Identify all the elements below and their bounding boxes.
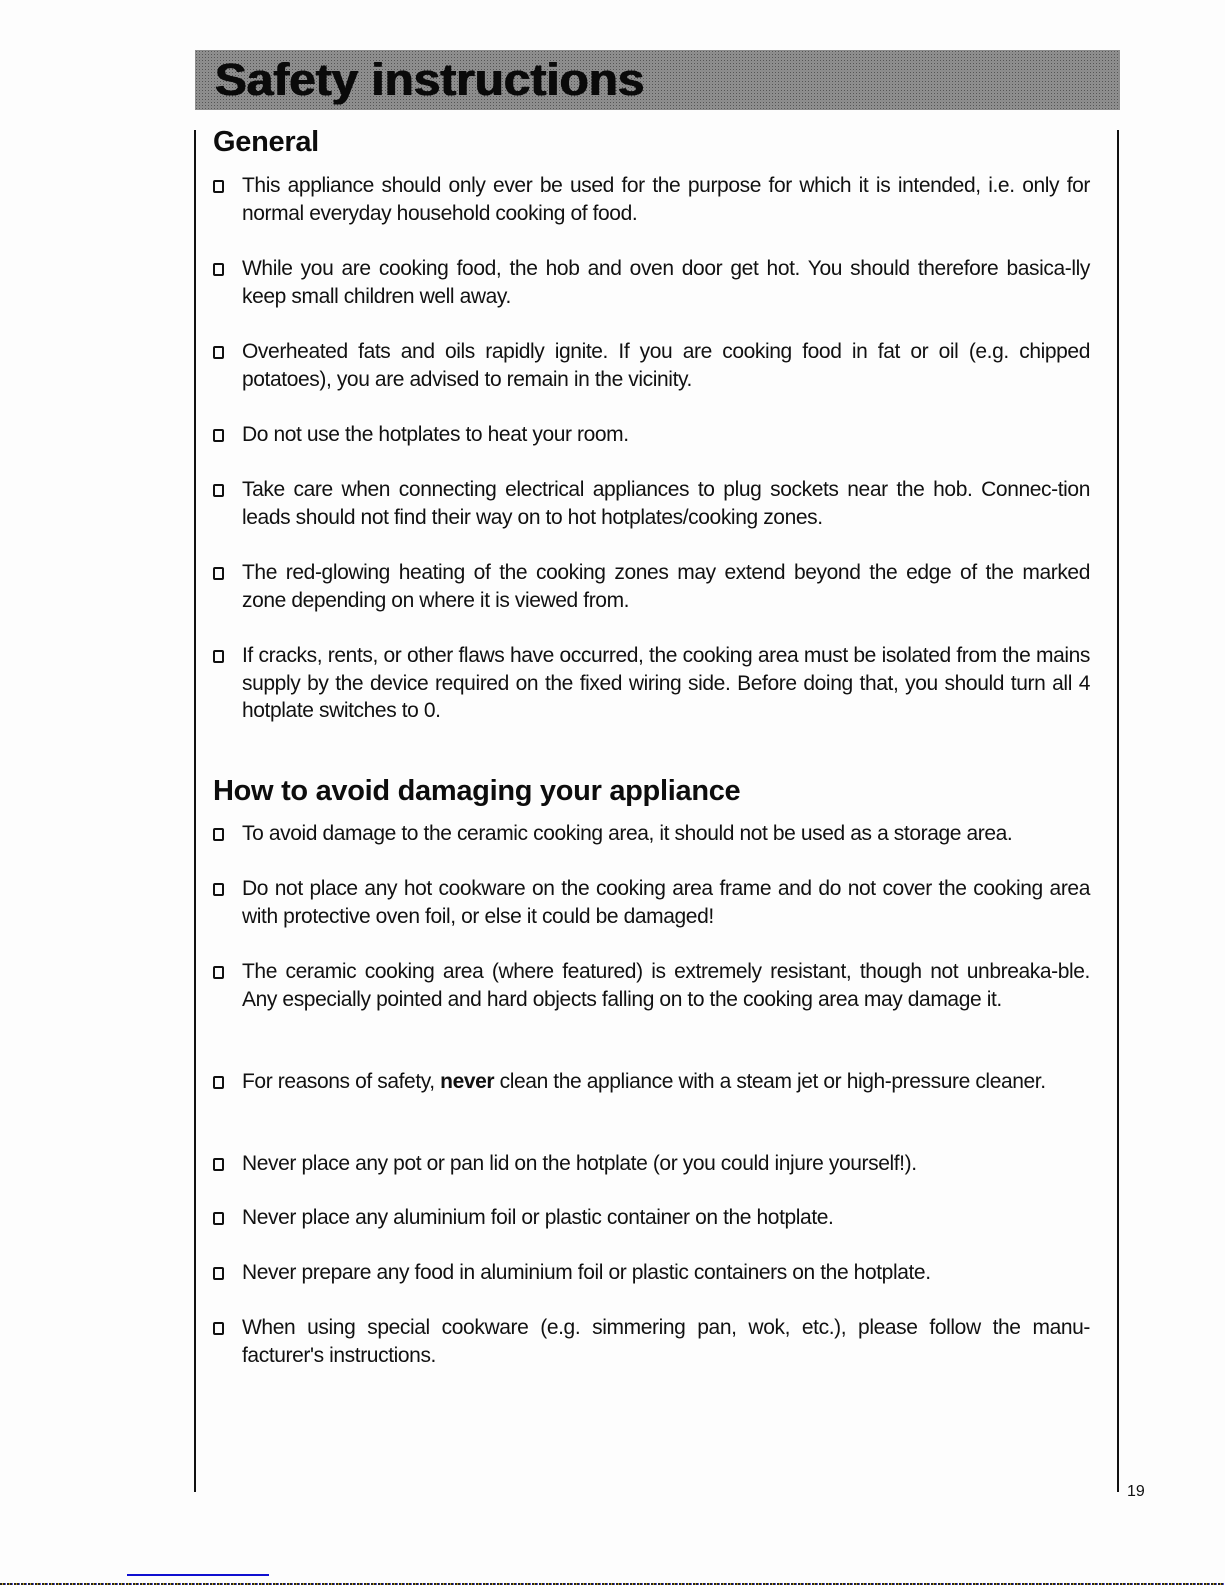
- page-number: 19: [1127, 1483, 1145, 1500]
- list-item: [213, 255, 1090, 310]
- checkbox-bullet-icon: [213, 1267, 224, 1280]
- checkbox-bullet-icon: [213, 180, 224, 193]
- list-item-text: Never place any pot or pan lid on the hotplate (or you could injure yourself!).: [242, 1152, 917, 1175]
- list-item: [213, 476, 1090, 531]
- list-item-text: Do not use the hotplates to heat your room.: [242, 423, 629, 446]
- checkbox-bullet-icon: [213, 263, 224, 276]
- list-item: [213, 421, 1090, 449]
- checkbox-bullet-icon: [213, 1212, 224, 1225]
- list-item-text: Never prepare any food in aluminium foil or plastic containers on the hotplate.: [242, 1261, 931, 1284]
- link-underline: [127, 1574, 269, 1576]
- list-item: [213, 559, 1090, 614]
- list-item-text: If cracks, rents, or other flaws have occurred, the cooking area must be isolated from the mains supply by the device required on the fixed wiring side. Before doing that, you should turn all 4 hotplate switches to 0.: [242, 644, 1090, 722]
- checkbox-bullet-icon: [213, 1322, 224, 1335]
- checkbox-bullet-icon: [213, 484, 224, 497]
- emphasis-never: never: [440, 1070, 495, 1093]
- list-item: [213, 958, 1090, 1013]
- list-item: [213, 1150, 1090, 1178]
- list-item-text: While you are cooking food, the hob and oven door get hot. You should therefore basica-lly keep small children well away.: [242, 257, 1090, 308]
- checkbox-bullet-icon: [213, 966, 224, 979]
- page-title: Safety instructions: [215, 54, 645, 105]
- list-item-text: To avoid damage to the ceramic cooking area, it should not be used as a storage area.: [242, 822, 1013, 845]
- checkbox-bullet-icon: [213, 346, 224, 359]
- list-item: [213, 642, 1090, 725]
- list-item: [213, 1204, 1090, 1232]
- text-after-emphasis: clean the appliance with a steam jet or high-pressure cleaner.: [494, 1070, 1046, 1093]
- checkbox-bullet-icon: [213, 429, 224, 442]
- checkbox-bullet-icon: [213, 1158, 224, 1171]
- list-item-text: Never place any aluminium foil or plastic container on the hotplate.: [242, 1206, 834, 1229]
- list-item: [213, 1259, 1090, 1287]
- list-item: [213, 172, 1090, 227]
- list-item-text: The ceramic cooking area (where featured) is extremely resistant, though not unbreaka-ble. Any especially pointed and hard objects falling on to the cooking area may damage it.: [242, 960, 1090, 1011]
- list-item-text: Do not place any hot cookware on the cooking area frame and do not cover the cooking area with protective oven foil, or else it could be damaged!: [242, 877, 1090, 928]
- title-banner: [195, 50, 1120, 110]
- section-heading-avoid-damage: How to avoid damaging your appliance: [213, 775, 741, 807]
- list-item-text: This appliance should only ever be used for the purpose for which it is intended, i.e. only for normal everyday household cooking of food.: [242, 174, 1090, 225]
- checkbox-bullet-icon: [213, 567, 224, 580]
- list-item-text: The red-glowing heating of the cooking zones may extend beyond the edge of the marked zone depending on where it is viewed from.: [242, 561, 1090, 612]
- checkbox-bullet-icon: [213, 828, 224, 841]
- list-item: [213, 1314, 1090, 1369]
- list-item: [213, 820, 1090, 848]
- list-item: [213, 1068, 1090, 1096]
- checkbox-bullet-icon: [213, 883, 224, 896]
- section-heading-general: General: [213, 126, 319, 158]
- list-item: [213, 338, 1090, 393]
- checkbox-bullet-icon: [213, 650, 224, 663]
- right-margin-rule: [1117, 130, 1119, 1492]
- text-before-emphasis: For reasons of safety,: [242, 1070, 441, 1093]
- checkbox-bullet-icon: [213, 1076, 224, 1089]
- list-item-text: [242, 1068, 1090, 1096]
- list-item-text: When using special cookware (e.g. simmering pan, wok, etc.), please follow the manu-facturer's instructions.: [242, 1316, 1090, 1367]
- list-item-text: Take care when connecting electrical appliances to plug sockets near the hob. Connec-tion leads should not find their way on to hot hotplates/cooking zones.: [242, 478, 1090, 529]
- list-item: [213, 875, 1090, 930]
- list-item-text: Overheated fats and oils rapidly ignite. If you are cooking food in fat or oil (e.g. chipped potatoes), you are advised to remain in the vicinity.: [242, 340, 1090, 391]
- left-margin-rule: [194, 130, 196, 1492]
